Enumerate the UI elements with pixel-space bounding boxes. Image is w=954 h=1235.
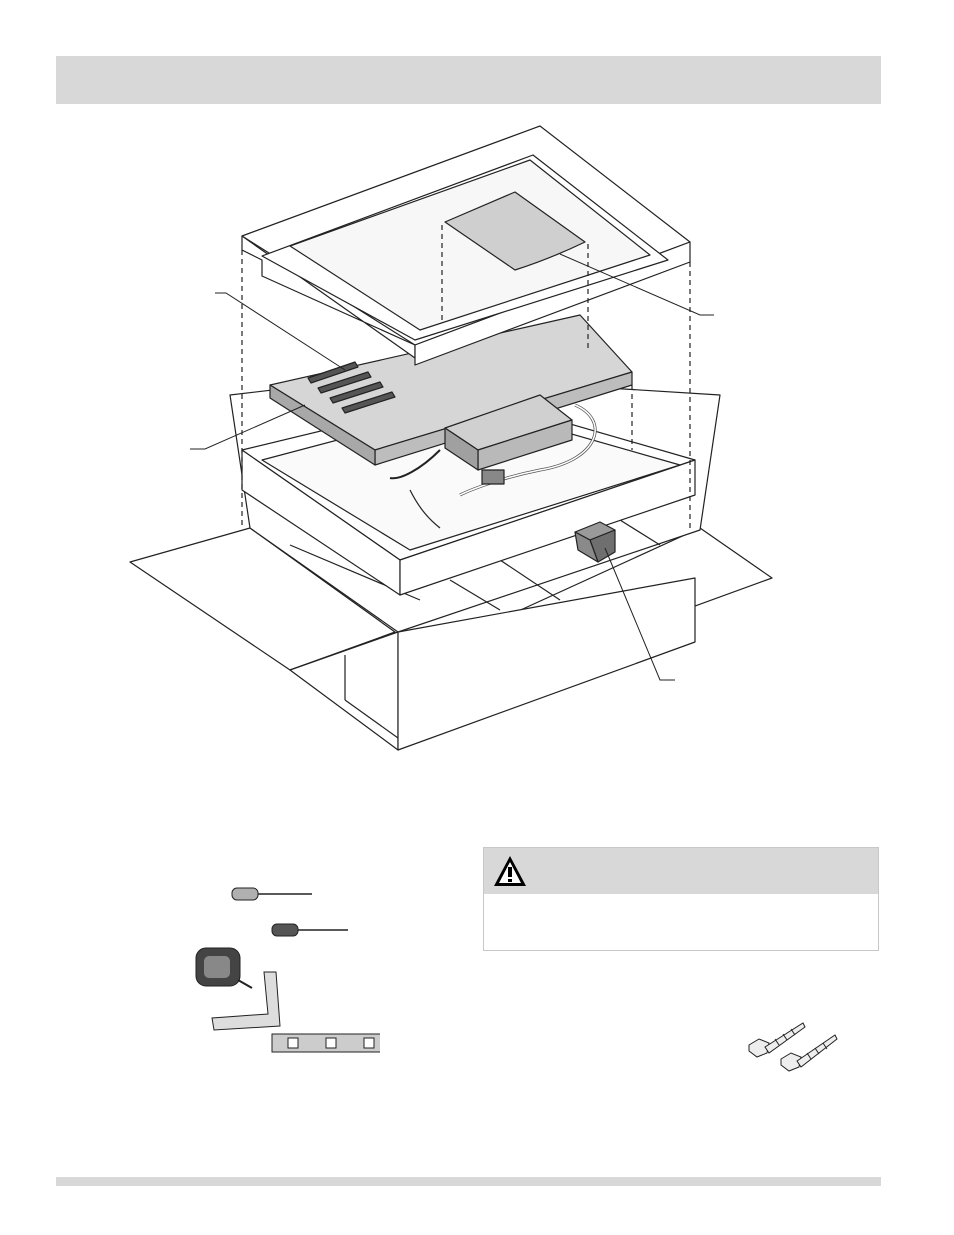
warning-header: [484, 848, 878, 894]
footer-bar: [56, 1177, 881, 1186]
phillips-screwdriver-icon: [232, 888, 312, 900]
flat-screwdriver-icon: [272, 924, 348, 936]
warning-box: [483, 847, 879, 951]
level-icon: [272, 1034, 380, 1052]
tools-illustration: [180, 880, 380, 1060]
warning-triangle-icon: [492, 854, 528, 888]
tape-measure-icon: [196, 948, 252, 988]
screws-icon: [745, 1015, 845, 1075]
